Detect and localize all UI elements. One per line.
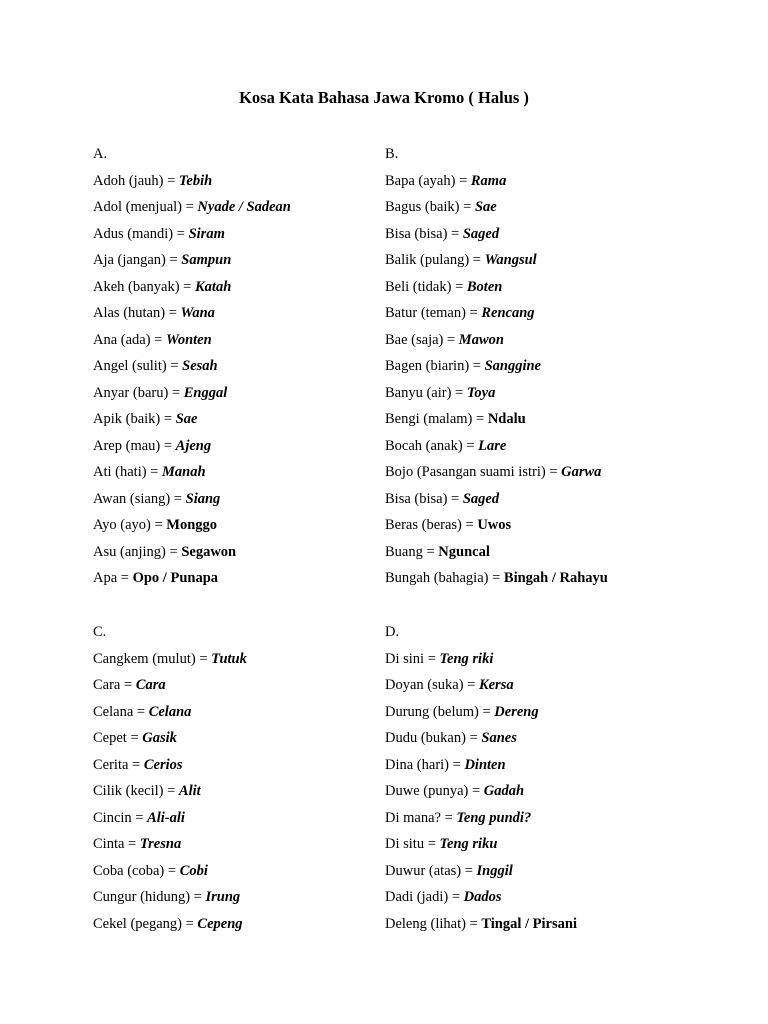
kromo-word: Sanes <box>481 730 517 746</box>
vocab-entry <box>385 703 745 730</box>
vocab-entry <box>385 410 745 437</box>
kromo-word: Siram <box>188 225 225 242</box>
kromo-word: Ajeng <box>175 437 212 454</box>
ngoko-word: Batur (teman) = <box>385 305 482 321</box>
ngoko-word: Awan (siang) = <box>93 490 186 507</box>
vocab-entry <box>385 756 745 783</box>
kromo-word: Katah <box>195 278 232 295</box>
ngoko-word: Deleng (lihat) = <box>385 915 482 932</box>
vocab-entry <box>385 729 745 756</box>
kromo-word: Celana <box>148 703 192 720</box>
vocab-entry <box>385 569 745 596</box>
ngoko-word: Bungah (bahagia) = <box>385 570 504 586</box>
vocab-entry <box>385 543 745 570</box>
ngoko-word: Duwe (punya) = <box>385 783 484 799</box>
kromo-word: Tutuk <box>211 650 247 667</box>
kromo-word: Tebih <box>178 172 213 189</box>
section-heading: B. <box>385 146 399 162</box>
ngoko-word: Bae (saja) = <box>385 331 459 348</box>
kromo-word: Boten <box>466 278 503 295</box>
vocab-entry <box>385 888 745 915</box>
kromo-word: Nguncal <box>438 543 490 560</box>
kromo-word: Sanggine <box>484 358 541 374</box>
kromo-word: Siang <box>185 490 221 507</box>
ngoko-word: Ayo (ayo) = <box>93 517 167 533</box>
kromo-word: Irung <box>205 889 241 905</box>
ngoko-word: Bisa (bisa) = <box>385 490 463 507</box>
ngoko-word: Cinta = <box>93 836 140 852</box>
vocab-entry <box>385 862 745 889</box>
kromo-word: Dereng <box>494 703 539 720</box>
kromo-word: Sampun <box>181 252 232 268</box>
vocab-entry <box>385 278 745 305</box>
ngoko-word: Beras (beras) = <box>385 517 478 533</box>
kromo-word: Kersa <box>478 677 514 693</box>
vocab-entry <box>385 835 745 862</box>
vocab-entry <box>385 198 745 225</box>
page-title: Kosa Kata Bahasa Jawa Kromo ( Halus ) <box>239 88 529 107</box>
kromo-word: Enggal <box>183 384 228 401</box>
ngoko-word: Cilik (kecil) = <box>93 783 179 799</box>
kromo-word: Ndalu <box>487 411 526 427</box>
entry-list <box>385 172 745 596</box>
vocab-entry <box>385 437 745 464</box>
kromo-word: Cerios <box>143 756 183 773</box>
ngoko-word: Bengi (malam) = <box>385 411 488 427</box>
kromo-word: Wonten <box>166 331 212 348</box>
ngoko-word: Arep (mau) = <box>93 437 176 454</box>
section-heading: C. <box>93 624 107 640</box>
kromo-word: Rencang <box>481 305 535 321</box>
ngoko-word: Bocah (anak) = <box>385 437 479 454</box>
entry-list <box>385 650 745 942</box>
ngoko-word: Adoh (jauh) = <box>93 172 179 189</box>
ngoko-word: Doyan (suka) = <box>385 677 479 693</box>
kromo-word: Gadah <box>483 783 525 799</box>
kromo-word: Teng riki <box>439 650 494 667</box>
vocab-entry <box>385 225 745 252</box>
kromo-word: Monggo <box>166 517 218 533</box>
kromo-word: Tingal / Pirsani <box>481 915 577 932</box>
kromo-word: Wangsul <box>484 252 537 268</box>
ngoko-word: Adol (menjual) = <box>93 199 198 215</box>
kromo-word: Lare <box>478 437 507 454</box>
ngoko-word: Banyu (air) = <box>385 384 467 401</box>
vocab-entry <box>385 463 745 490</box>
ngoko-word: Bagen (biarin) = <box>385 358 485 374</box>
kromo-word: Mawon <box>458 331 504 348</box>
kromo-word: Saged <box>462 225 500 242</box>
section-d <box>385 623 745 941</box>
vocab-entry <box>385 384 745 411</box>
ngoko-word: Angel (sulit) = <box>93 358 183 374</box>
kromo-word: Dinten <box>464 756 506 773</box>
ngoko-word: Akeh (banyak) = <box>93 278 195 295</box>
ngoko-word: Coba (coba) = <box>93 862 180 879</box>
ngoko-word: Bagus (baik) = <box>385 199 475 215</box>
kromo-word: Segawon <box>181 543 237 560</box>
ngoko-word: Bapa (ayah) = <box>385 172 471 189</box>
ngoko-word: Duwur (atas) = <box>385 862 477 879</box>
vocab-entry <box>385 251 745 278</box>
ngoko-word: Cekel (pegang) = <box>93 915 198 932</box>
kromo-word: Sae <box>474 199 497 215</box>
ngoko-word: Ati (hati) = <box>93 464 162 480</box>
ngoko-word: Cungur (hidung) = <box>93 889 206 905</box>
kromo-word: Cara <box>135 677 166 693</box>
section-heading: D. <box>385 624 400 640</box>
ngoko-word: Cangkem (mulut) = <box>93 650 212 667</box>
vocab-entry <box>385 676 745 703</box>
ngoko-word: Di mana? = <box>385 809 457 826</box>
ngoko-word: Alas (hutan) = <box>93 305 181 321</box>
ngoko-word: Dina (hari) = <box>385 756 465 773</box>
kromo-word: Manah <box>161 464 206 480</box>
vocab-entry <box>385 331 745 358</box>
ngoko-word: Di sini = <box>385 650 440 667</box>
kromo-word: Wana <box>180 305 215 321</box>
kromo-word: Garwa <box>561 464 602 480</box>
ngoko-word: Cerita = <box>93 756 144 773</box>
kromo-word: Cobi <box>179 862 208 879</box>
kromo-word: Uwos <box>477 517 512 533</box>
kromo-word: Ali-ali <box>147 809 185 826</box>
ngoko-word: Cepet = <box>93 730 143 746</box>
vocab-entry <box>385 490 745 517</box>
ngoko-word: Anyar (baru) = <box>93 384 184 401</box>
ngoko-word: Dadi (jadi) = <box>385 889 464 905</box>
ngoko-word: Bisa (bisa) = <box>385 225 463 242</box>
vocab-entry <box>385 357 745 384</box>
ngoko-word: Durung (belum) = <box>385 703 495 720</box>
kromo-word: Rama <box>470 172 507 189</box>
ngoko-word: Cincin = <box>93 809 148 826</box>
kromo-word: Alit <box>178 783 201 799</box>
ngoko-word: Apa = <box>93 570 133 586</box>
ngoko-word: Dudu (bukan) = <box>385 730 482 746</box>
vocab-entry <box>385 516 745 543</box>
kromo-word: Inggil <box>476 862 513 879</box>
ngoko-word: Bojo (Pasangan suami istri) = <box>385 464 562 480</box>
vocab-entry <box>385 172 745 199</box>
kromo-word: Nyade / Sadean <box>197 199 291 215</box>
ngoko-word: Aja (jangan) = <box>93 252 182 268</box>
kromo-word: Saged <box>462 490 500 507</box>
vocab-entry <box>385 304 745 331</box>
ngoko-word: Apik (baik) = <box>93 411 176 427</box>
kromo-word: Teng pundi? <box>456 809 532 826</box>
vocab-entry <box>385 782 745 809</box>
ngoko-word: Adus (mandi) = <box>93 225 189 242</box>
ngoko-word: Ana (ada) = <box>93 331 166 348</box>
kromo-word: Sesah <box>182 358 218 374</box>
kromo-word: Cepeng <box>197 915 243 932</box>
section-b <box>385 145 745 596</box>
ngoko-word: Di situ = <box>385 836 440 852</box>
vocab-entry <box>385 809 745 836</box>
kromo-word: Toya <box>466 384 496 401</box>
vocab-entry <box>385 650 745 677</box>
ngoko-word: Buang = <box>385 543 439 560</box>
vocab-entry <box>385 915 745 942</box>
ngoko-word: Balik (pulang) = <box>385 252 485 268</box>
kromo-word: Dados <box>463 889 502 905</box>
kromo-word: Gasik <box>142 730 177 746</box>
ngoko-word: Asu (anjing) = <box>93 543 182 560</box>
ngoko-word: Celana = <box>93 703 149 720</box>
kromo-word: Opo / Punapa <box>132 570 219 586</box>
kromo-word: Sae <box>175 411 198 427</box>
ngoko-word: Beli (tidak) = <box>385 278 467 295</box>
ngoko-word: Cara = <box>93 677 136 693</box>
section-heading: A. <box>93 146 108 162</box>
kromo-word: Tresna <box>139 836 182 852</box>
kromo-word: Teng riku <box>439 836 498 852</box>
kromo-word: Bingah / Rahayu <box>503 570 608 586</box>
